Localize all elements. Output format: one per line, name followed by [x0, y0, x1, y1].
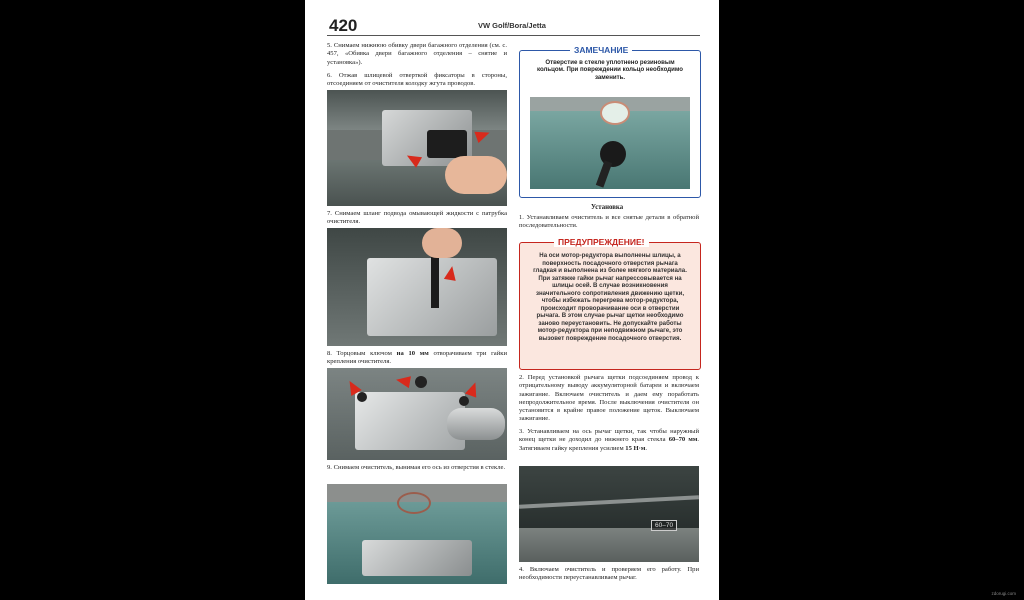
photo-hose	[327, 228, 507, 346]
manual-page	[305, 0, 719, 600]
photo-rubber-ring	[530, 97, 690, 189]
photo-connector	[327, 90, 507, 206]
install-step-1: 1. Устанавливаем очиститель и все снятые детали в обратной последовательности.	[519, 214, 699, 230]
photo-measurement	[519, 466, 699, 562]
warning-box	[519, 237, 701, 370]
install-heading: Установка	[591, 204, 624, 211]
step-9-text: 9. Снимаем очиститель, вынимая его ось из отверстия в стекле.	[327, 464, 506, 471]
photo-nuts	[327, 368, 507, 460]
watermark: zdorugi.com	[991, 591, 1016, 596]
step-7-text: 7. Снимаем шланг подвода омывающей жидкости с патрубка очистителя.	[327, 210, 507, 226]
measurement-label: 60–70	[651, 520, 677, 531]
step-6-text: 6. Отжав шлицевой отверткой фиксаторы в стороны, отсоединяем от очистителя колодку жгута проводов.	[327, 72, 507, 88]
install-step-4: 4. Включаем очиститель и проверяем его работу. При необходимости переустанавливаем рычаг.	[519, 566, 699, 582]
step-5-text: 5. Снимаем нижнюю обивку двери багажного отделения (см. с. 457, «Обивка двери багажного отделения – снятие и установка»).	[327, 42, 507, 66]
step-8-text: 8. Торцовым ключом на 10 мм отворачиваем три гайки крепления очистителя.	[327, 350, 507, 366]
note-box	[519, 45, 701, 198]
note-text: Отверстие в стекле уплотнено резиновым кольцом. При повреждении кольцо необходимо заменить.	[537, 59, 683, 81]
install-step-3: 3. Устанавливаем на ось рычаг щетки, так чтобы наружный конец щетки не доходил до нижнего края стекла 60–70 мм. Затягиваем гайку крепления усилием 15 Н·м.	[519, 428, 699, 452]
page-number: 420	[329, 16, 358, 35]
note-title: ЗАМЕЧАНИЕ	[570, 45, 632, 55]
header-rule	[327, 35, 700, 36]
install-step-2: 2. Перед установкой рычага щетки подсоединяем провод к отрицательному выводу аккумуляторной батареи и включаем зажигание. Включаем очиститель и даем ему поработать непродолжительное время. После выключения очистителя он установится в крайне правое положение щеток. Выключаем зажигание.	[519, 374, 699, 423]
warning-title: ПРЕДУПРЕЖДЕНИЕ!	[554, 237, 649, 247]
book-title: VW Golf/Bora/Jetta	[478, 21, 546, 30]
photo-removed-wiper	[327, 484, 507, 584]
warning-text: На оси мотор-редуктора выполнены шлицы, а поверхность посадочного отверстия рычага гладкая и выполнена из более мягкого материала. При затяжке гайки рычаг напрессовывается на шлицы осей. В случае возникновения значительного сопротивления движению щетки, чтобы избежать перегрева мотор-редуктора, происходит проворачивание оси в отверстии рычага. В этом случае рычаг щетки необходимо заново переустановить. Не допускайте работы мотор-редуктора при неподвижном рычаге, это вызовет повреждение посадочного отверстия.	[533, 252, 687, 343]
